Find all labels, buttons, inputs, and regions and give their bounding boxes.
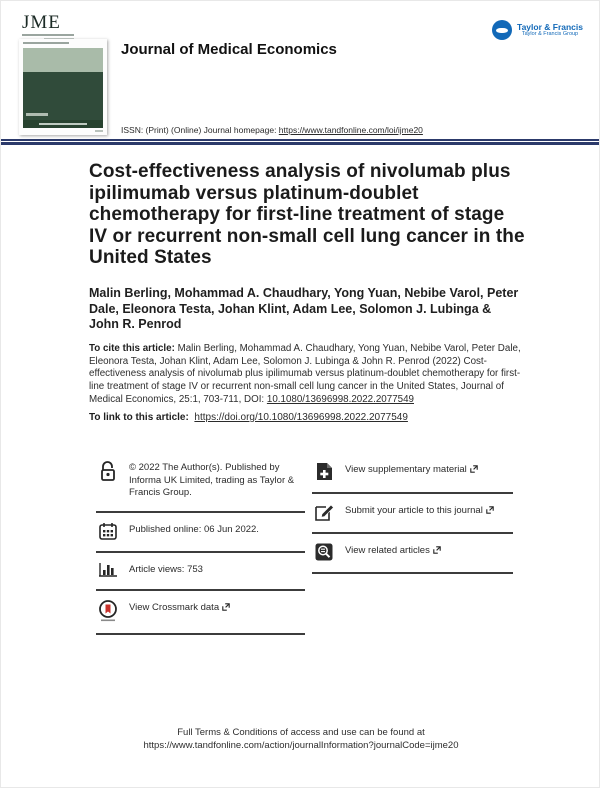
issn-homepage-line (121, 125, 423, 135)
info-column-left (96, 451, 305, 635)
submit-pencil-icon (314, 503, 334, 521)
terms-footer (1, 726, 600, 752)
cover-light-band (23, 48, 103, 72)
brand-name: Taylor & Francis (517, 21, 583, 32)
journal-name-heading: Journal of Medical Economics (121, 41, 337, 58)
submit-article-row[interactable] (312, 494, 513, 534)
doi-link-line (89, 412, 525, 423)
footer-terms-link[interactable]: https://www.tandfonline.com/action/journalInformation?journalCode=ijme20 (143, 740, 459, 751)
crossmark-icon (98, 600, 118, 622)
cover-issn-strip (23, 120, 103, 128)
cite-label: To cite this article: (89, 343, 175, 354)
published-online-text: Published online: 06 Jun 2022. (129, 523, 259, 535)
bar-chart-icon (98, 562, 118, 578)
related-articles-text: View related articles (345, 543, 441, 559)
header-divider-rule (1, 139, 600, 145)
calendar-icon (98, 522, 118, 540)
taylor-francis-logo (492, 20, 583, 40)
article-views-row[interactable] (96, 553, 305, 591)
article-views-text: Article views: 753 (129, 563, 203, 575)
submit-article-text: Submit your article to this journal (345, 503, 494, 519)
article-authors: Malin Berling, Mohammad A. Chaudhary, Yong Yuan, Nebibe Varol, Peter Dale, Eleonora Testa, Johan Klint, Adam Lee, Solomon J. Lubinga & John R. Penrod (89, 286, 519, 331)
journal-cover-thumbnail (19, 39, 107, 135)
open-access-icon (98, 460, 118, 482)
external-link-icon (486, 506, 494, 519)
cite-doi-link[interactable]: 10.1080/13696998.2022.2077549 (266, 393, 414, 405)
supplementary-icon (314, 462, 334, 481)
article-title: Cost-effectiveness analysis of nivolumab plus ipilimumab versus platinum-doublet chemotherapy for first-line treatment of stage IV or recurrent non-small cell lung cancer in the United States (89, 161, 525, 268)
link-label: To link to this article: (89, 412, 189, 423)
crossmark-text: View Crossmark data (129, 600, 230, 616)
cite-text: Malin Berling, Mohammad A. Chaudhary, Yong Yuan, Nebibe Varol, Peter Dale, Eleonora Testa, Johan Klint, Adam Lee, Solomon J. Lubinga & John R. Penrod (2022) Cost-effectiveness analysis of nivolumab plus ipilimumab versus platinum-doublet chemotherapy for first-line treatment of stage IV or recurrent non-small cell lung cancer in the United States, Journal of Medical Economics, 25:1, 703-711, DOI: (89, 343, 521, 405)
published-online-row[interactable] (96, 513, 305, 553)
cover-tf-mini-logo (26, 113, 48, 116)
jme-masthead (22, 13, 74, 39)
cover-dark-band (23, 72, 103, 120)
supplementary-material-row[interactable] (312, 453, 513, 494)
cover-corner-mark (95, 130, 103, 132)
cover-volume-line (23, 42, 69, 44)
homepage-link[interactable]: https://www.tandfonline.com/loi/ijme20 (278, 125, 423, 135)
jme-subtitle-bar (22, 34, 74, 36)
footer-line1: Full Terms & Conditions of access and use can be found at (177, 727, 425, 738)
related-articles-row[interactable] (312, 534, 513, 574)
open-access-row[interactable] (96, 451, 305, 513)
info-column-right (312, 453, 513, 574)
issn-prefix: ISSN: (Print) (Online) Journal homepage: (121, 125, 279, 135)
external-link-icon (470, 465, 478, 478)
related-articles-icon (314, 543, 334, 561)
external-link-icon (222, 603, 230, 616)
external-link-icon (433, 546, 441, 559)
supplementary-text: View supplementary material (345, 462, 478, 478)
crossmark-row[interactable] (96, 591, 305, 635)
doi-link[interactable]: https://doi.org/10.1080/13696998.2022.2077549 (194, 412, 408, 423)
open-access-text: © 2022 The Author(s). Published by Informa UK Limited, trading as Taylor & Francis Group. (129, 462, 295, 498)
brand-subname: Taylor & Francis Group (521, 30, 579, 37)
jme-logo: JME (22, 12, 61, 33)
citation-block (89, 343, 525, 407)
taylor-francis-icon (492, 20, 512, 40)
